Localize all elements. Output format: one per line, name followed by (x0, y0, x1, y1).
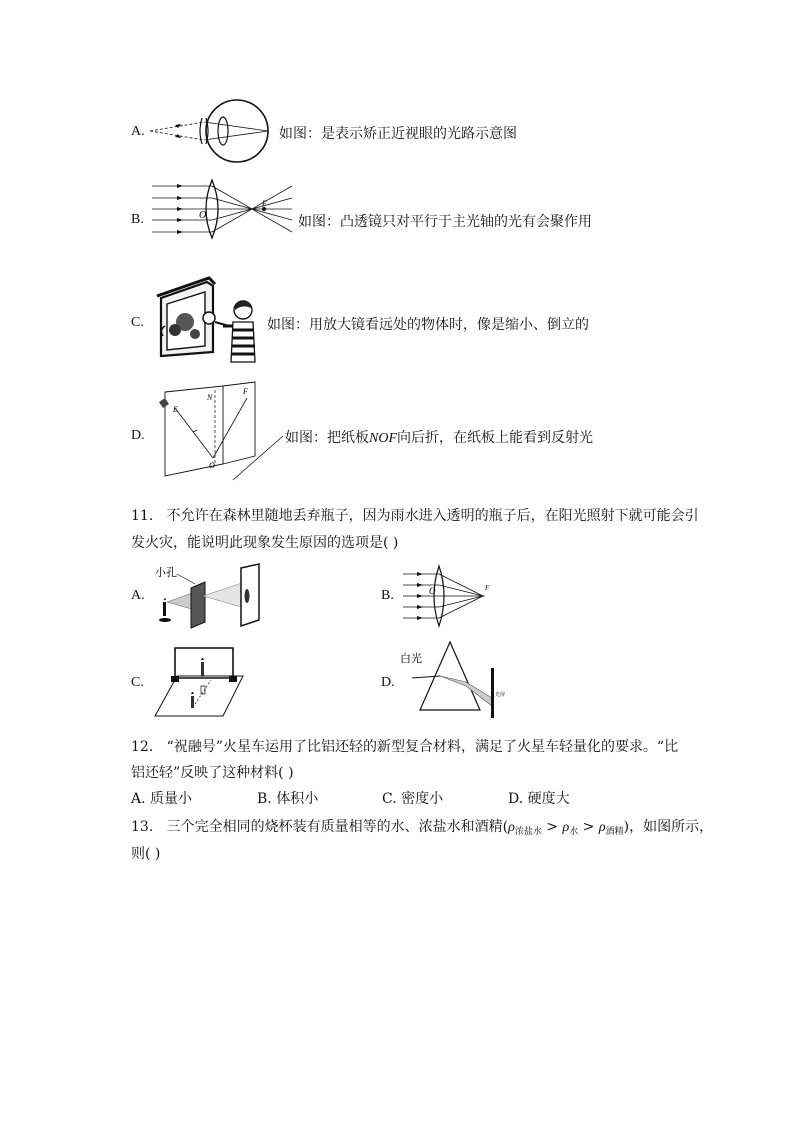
q11-line1: 不允许在森林里随地丢弃瓶子，因为雨水进入透明的瓶子后，在阳光照射下就可能会引 (166, 508, 699, 524)
q11-number: 11. (131, 508, 154, 524)
option-b-caption: 如图：凸透镜只对平行于主光轴的光有会聚作用 (298, 214, 592, 230)
q11-option-letter-c: C. (131, 675, 144, 690)
option-a-caption: 如图：是表示矫正近视眼的光路示意图 (279, 126, 517, 142)
reflection-board-figure (155, 380, 285, 482)
q11-convex-lens-figure (403, 566, 493, 626)
magnifier-window-figure (155, 278, 265, 366)
q12-line1: “祝融号”火星车运用了比铝还轻的新型复合材料，满足了火星车轻量化的要求。“比 (166, 739, 679, 755)
lens-o-label: O (199, 210, 207, 221)
q13-number: 13. (131, 819, 154, 835)
q12-option-c: C. 密度小 (382, 791, 444, 807)
screen-label: 光屏 (495, 692, 506, 698)
q11b-o-label: O (429, 586, 436, 596)
convex-lens-parallel-rays-figure (152, 178, 297, 240)
board-n-label: N (207, 393, 213, 402)
board-e-label: E (173, 405, 178, 414)
q11-text-line2: 发火灾，能说明此现象发生原因的选项是( ) (131, 535, 399, 551)
white-light-label: 白光 (400, 652, 422, 665)
q11b-f-label: F (485, 584, 490, 592)
option-letter-b: B. (131, 212, 144, 227)
option-d-caption: 如图：把纸板NOF向后折，在纸板上能看到反射光 (285, 430, 593, 446)
q12-number: 12. (131, 739, 154, 755)
q11-text-line1 (131, 503, 699, 530)
option-letter-a: A. (131, 124, 145, 139)
myopia-correction-figure (150, 100, 280, 164)
q13-text-line1: 13. 三个完全相同的烧杯装有质量相等的水、浓盐水和酒精$(\rho_{浓盐水} > \rho_水 > \rho_{酒精})$，如图所示， (131, 819, 714, 837)
q11-option-letter-b: B. (381, 588, 394, 603)
pinhole-label: 小孔 (155, 566, 177, 579)
q11-option-letter-d: D. (381, 675, 395, 690)
option-letter-c: C. (131, 315, 144, 330)
pinhole-camera-figure (155, 562, 265, 626)
q12-option-d: D. 硬度大 (508, 791, 570, 807)
q12-text-line1 (131, 734, 678, 761)
option-letter-d: D. (131, 428, 145, 443)
lens-f-label: F (262, 199, 267, 208)
board-f-label: F (243, 387, 248, 396)
q12-option-b: B. 体积小 (257, 791, 319, 807)
prism-dispersion-figure (400, 640, 506, 722)
q13-text-line2: 则( ) (131, 846, 161, 862)
option-c-caption: 如图：用放大镜看远处的物体时，像是缩小、倒立的 (267, 317, 589, 333)
q12-text-line2: 铝还轻”反映了这种材料( ) (131, 765, 294, 781)
q12-option-a: A. 质量小 (131, 791, 193, 807)
board-o-label: O (209, 461, 215, 470)
q11-option-letter-a: A. (131, 588, 145, 603)
plane-mirror-candle-figure (155, 646, 245, 718)
